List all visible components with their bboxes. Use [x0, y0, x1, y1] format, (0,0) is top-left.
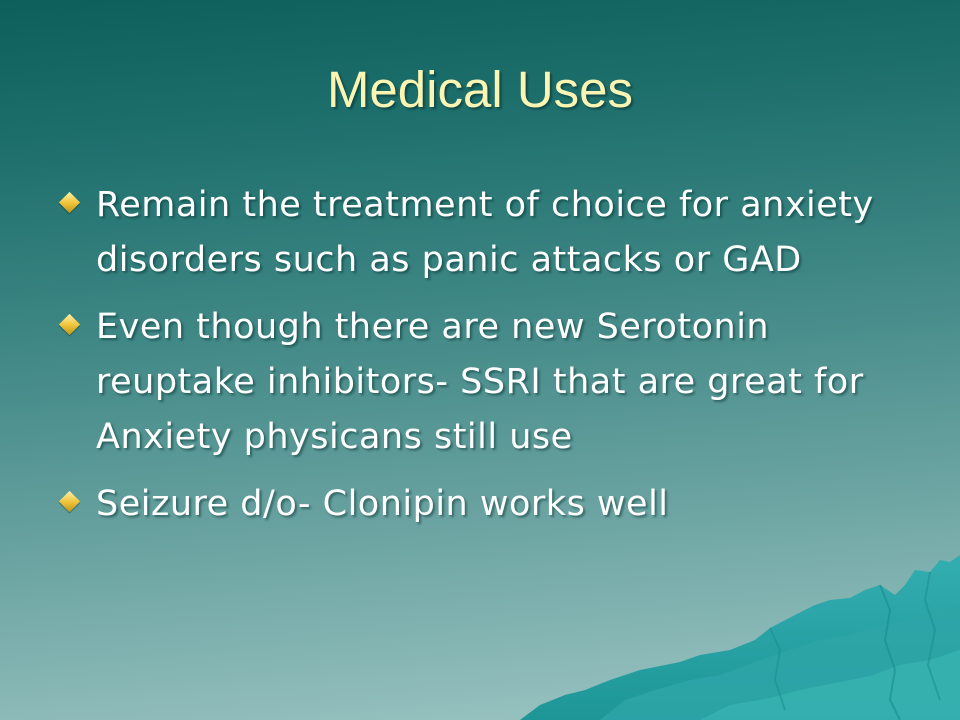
- bullet-text: Seizure d/o- Clonipin works well: [96, 484, 669, 524]
- bullet-item: [60, 178, 920, 288]
- diamond-bullet-icon: [59, 314, 80, 335]
- bullet-text: Remain the treatment of choice for anxiety disorders such as panic attacks or GAD: [96, 185, 874, 280]
- bullet-text: Even though there are new Serotonin reuptake inhibitors- SSRI that are great for Anxiety physicans still use: [96, 307, 864, 457]
- diamond-bullet-icon: [59, 491, 80, 512]
- slide-title: Medical Uses: [326, 61, 634, 118]
- diamond-bullet-icon: [59, 192, 80, 213]
- bullet-item: [60, 300, 920, 465]
- bullet-item: [60, 477, 920, 532]
- bullet-list: [60, 178, 920, 544]
